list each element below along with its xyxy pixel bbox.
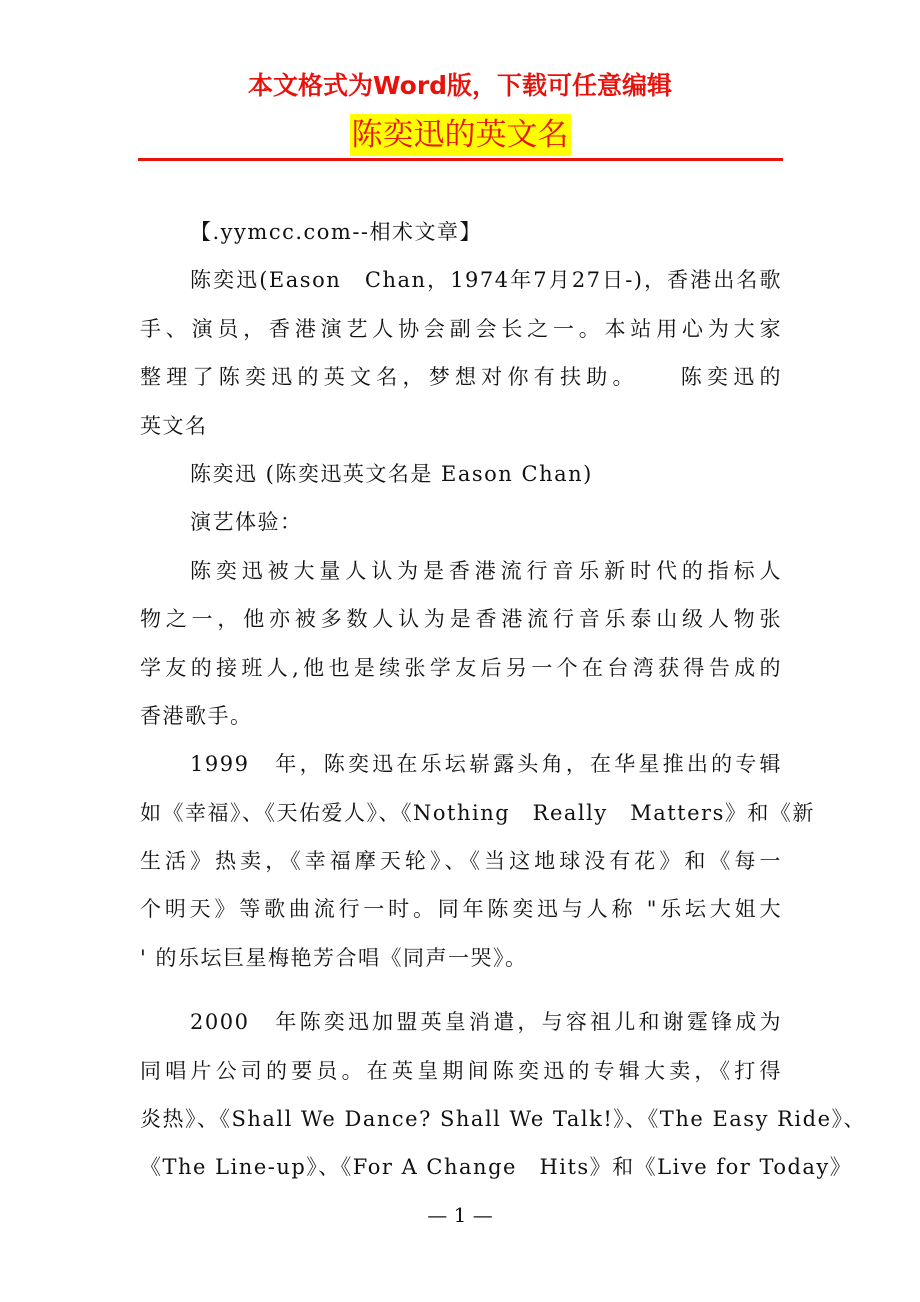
title-divider xyxy=(138,158,783,161)
paragraph-line: 2000 年陈奕迅加盟英皇消遣，与容祖儿和谢霆锋成为 xyxy=(190,1010,782,1035)
title-block xyxy=(0,114,920,156)
paragraph-line: 英文名 xyxy=(140,413,208,438)
paragraph-line: 物之一，他亦被多数人认为是香港流行音乐泰山级人物张 xyxy=(140,607,782,632)
paragraph-line: ' 的乐坛巨星梅艳芳合唱《同声一哭》。 xyxy=(140,945,528,970)
paragraph-line: 手、演员，香港演艺人协会副会长之一。本站用心为大家 xyxy=(140,316,782,341)
paragraph-line: 炎热》、《Shall We Dance? Shall We Talk!》、《The Easy Ride》、 xyxy=(140,1107,867,1132)
page-number: — 1 — xyxy=(427,1203,493,1227)
paragraph-line: 香港歌手。 xyxy=(140,703,253,728)
paragraph-line: 《The Line-up》、《For A Change Hits》和《Live for Today》 xyxy=(140,1155,853,1180)
paragraph-line: 生活》热卖，《幸福摩天轮》、《当这地球没有花》和《每一 xyxy=(140,849,782,874)
download-notice: 本文格式为Word版，下载可任意编辑 xyxy=(247,71,673,100)
document-title: 陈奕迅的英文名 xyxy=(350,114,571,156)
paragraph-line: 如《幸福》、《天佑爱人》、《Nothing Really Matters》和《新 xyxy=(140,800,815,825)
document-body xyxy=(140,208,867,1192)
section-heading: 演艺体验： xyxy=(190,510,303,535)
paragraph-line: 学友的接班人,他也是续张学友后另一个在台湾获得告成的 xyxy=(140,655,782,680)
paragraph-line: 同唱片公司的要员。在英皇期间陈奕迅的专辑大卖，《打得 xyxy=(140,1058,782,1083)
paragraph-line: 陈奕迅 (陈奕迅英文名是 Eason Chan) xyxy=(190,461,593,486)
paragraph-line: 陈奕迅被大量人认为是香港流行音乐新时代的指标人 xyxy=(190,558,782,583)
paragraph-line: 陈奕迅(Eason Chan，1974年7月27日-)，香港出名歌 xyxy=(190,268,782,293)
source-line: 【.yymcc.com--相术文章】 xyxy=(190,220,483,244)
paragraph-line: 1999 年，陈奕迅在乐坛崭露头角，在华星推出的专辑 xyxy=(190,752,782,777)
paragraph-line: 整理了陈奕迅的英文名，梦想对你有扶助。 陈奕迅的 xyxy=(140,365,782,390)
paragraph-line: 个明天》等歌曲流行一时。同年陈奕迅与人称 "乐坛大姐大 xyxy=(140,897,782,922)
